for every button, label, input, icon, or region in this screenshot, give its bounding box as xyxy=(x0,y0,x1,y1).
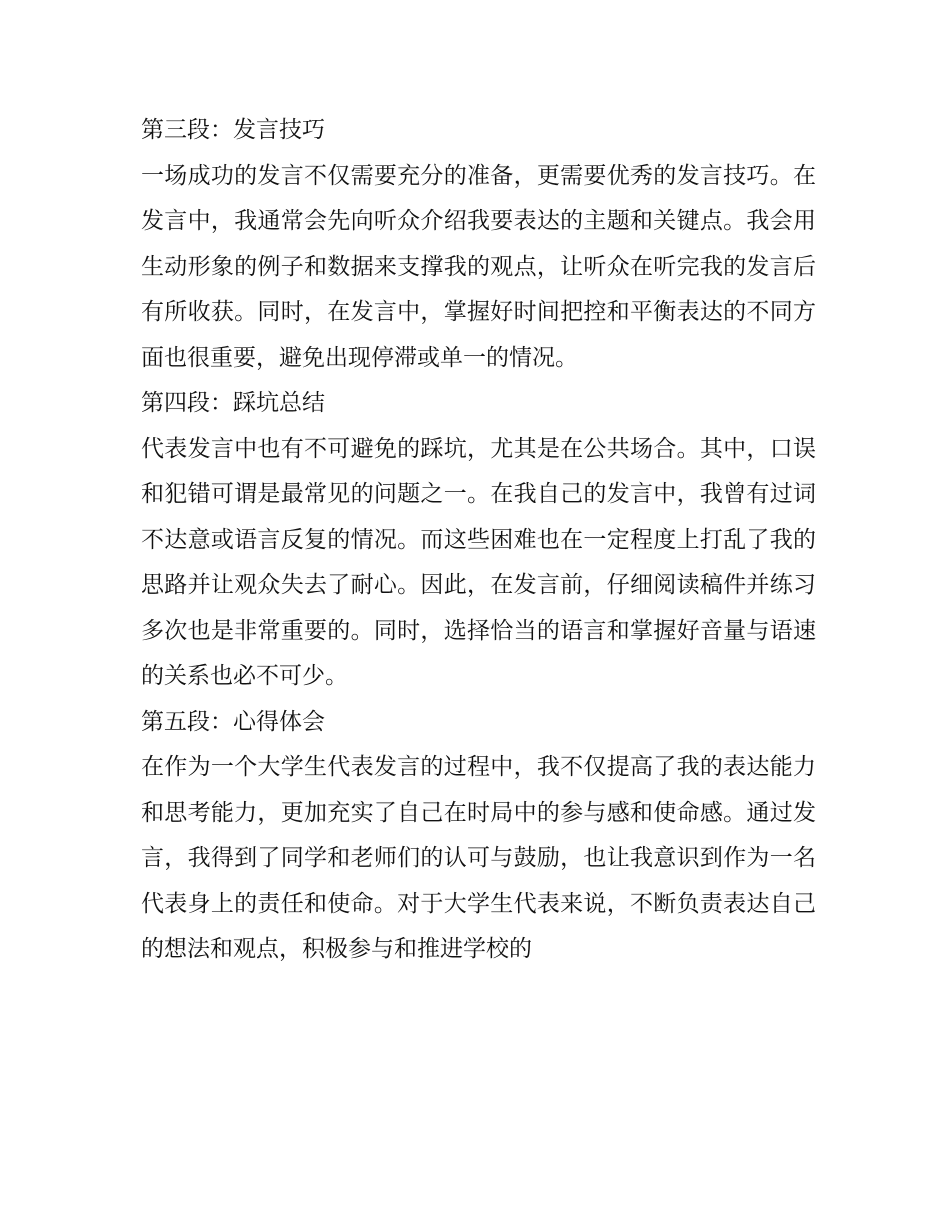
document-body xyxy=(141,108,816,973)
section-paragraph: 一场成功的发言不仅需要充分的准备，更需要优秀的发言技巧。在发言中，我通常会先向听众介绍我要表达的主题和关键点。我会用生动形象的例子和数据来支撑我的观点，让听众在听完我的发言后有所收获。同时，在发言中，掌握好时间把控和平衡表达的不同方面也很重要，避免出现停滞或单一的情况。 xyxy=(141,162,816,371)
section-heading: 第三段：发言技巧 xyxy=(141,117,325,143)
section-heading: 第四段：踩坑总结 xyxy=(141,390,325,416)
section-heading: 第五段：心得体会 xyxy=(141,708,325,735)
section-paragraph: 代表发言中也有不可避免的踩坑，尤其是在公共场合。其中，口误和犯错可谓是最常见的问题之一。在我自己的发言中，我曾有过词不达意或语言反复的情况。而这些困难也在一定程度上打乱了我的思路并让观众失去了耐心。因此，在发言前，仔细阅读稿件并练习多次也是非常重要的。同时，选择恰当的语言和掌握好音量与语速的关系也必不可少。 xyxy=(141,435,816,689)
section-paragraph: 在作为一个大学生代表发言的过程中，我不仅提高了我的表达能力和思考能力，更加充实了自己在时局中的参与感和使命感。通过发言，我得到了同学和老师们的认可与鼓励，也让我意识到作为一名代表身上的责任和使命。对于大学生代表来说，不断负责表达自己的想法和观点，积极参与和推进学校的 xyxy=(141,754,816,962)
